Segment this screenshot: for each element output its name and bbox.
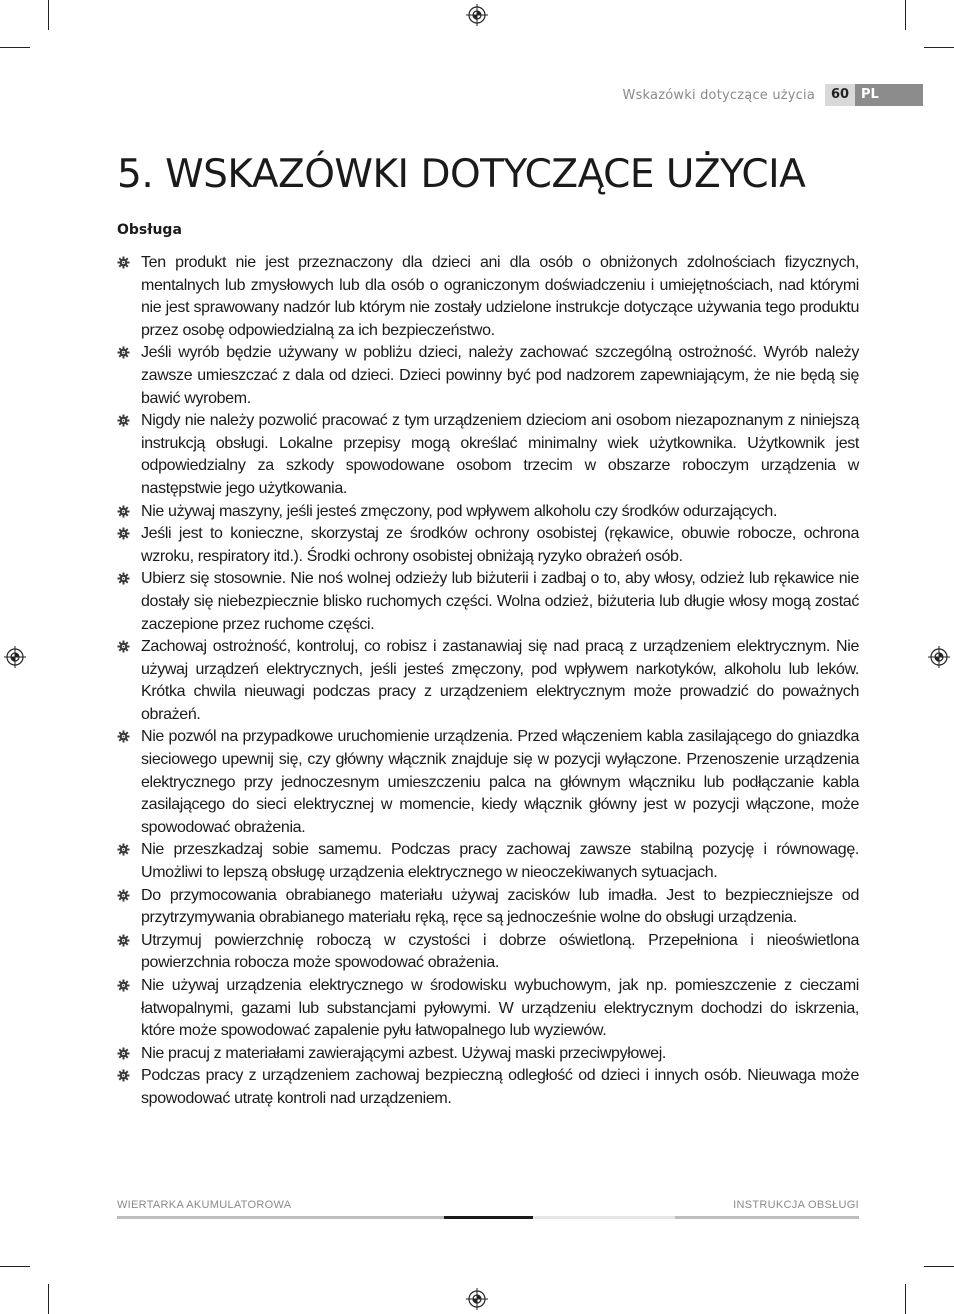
footer-rule (444, 1216, 533, 1219)
list-item-text: Nie używaj urządzenia elektrycznego w środowisku wybuchowym, jak np. pomieszczenie z cieczami łatwopalnymi, gazami lub substancjami pyłowymi. W urządzeniu elektrycznym dochodzi do iskrzenia, które może spowodować zapalenie pyłu łatwopalnego lub wyziewów. (141, 977, 859, 1040)
registration-mark-icon (4, 646, 26, 668)
list-item-text: Ubierz się stosownie. Nie noś wolnej odzieży lub biżuterii i zadbaj o to, aby włosy, odzież lub rękawice nie dostały się niebezpiecznie blisko ruchomych części. Wolna odzież, biżuteria lub długie włosy mogą zostać zaczepione przez ruchome części. (141, 570, 859, 633)
list-item-text: Nie przeszkadzaj sobie samemu. Podczas pracy zachowaj zawsze stabilną pozycję i równowagę. Umożliwi to lepszą obsługę urządzenia elektrycznego w nieoczekiwanych sytuacjach. (141, 841, 859, 882)
list-item (117, 568, 859, 636)
list-item-text: Zachowaj ostrożność, kontroluj, co robisz i zastanawiaj się nad pracą z urządzeniem elektrycznym. Nie używaj urządzeń elektrycznych, jeśli jesteś zmęczony, pod wpływem narkotyków, alkoholu lub leków. Krótka chwila nieuwagi podczas pracy z urządzeniem elektrycznym może prowadzić do poważnych obrażeń. (141, 638, 859, 723)
list-item (117, 252, 859, 342)
page-title: 5. WSKAZÓWKI DOTYCZĄCE UŻYCIA (117, 152, 806, 197)
gear-bullet-icon (117, 934, 130, 947)
list-item (117, 885, 859, 930)
list-item (117, 930, 859, 975)
gear-bullet-icon (117, 1047, 130, 1060)
section-heading: Obsługa (117, 222, 182, 238)
list-item (117, 1043, 859, 1066)
gear-bullet-icon (117, 346, 130, 359)
list-item (117, 1065, 859, 1110)
list-item-text: Nie pozwól na przypadkowe uruchomienie urządzenia. Przed włączeniem kabla zasilającego do gniazdka sieciowego upewnij się, czy główny włącznik znajduje się w pozycji wyłączone. Przenoszenie urządzenia elektrycznego przy jednoczesnym umieszczeniu palca na głównym włączniku lub podłączanie kabla zasilającego do sieci elektrycznej w momencie, kiedy włącznik główny jest w pozycji włączone, może spowodować obrażenia. (141, 728, 859, 836)
list-item-text: Nie używaj maszyny, jeśli jesteś zmęczony, pod wpływem alkoholu czy środków odurzających. (141, 502, 778, 520)
list-item (117, 636, 859, 726)
list-item-text: Do przymocowania obrabianego materiału używaj zacisków lub imadła. Jest to bezpieczniejsze od przytrzymywania obrabianego materiału ręką, ręce są jednocześnie wolne do obsługi urządzenia. (141, 886, 859, 927)
gear-bullet-icon (117, 527, 130, 540)
footer-product-name: WIERTARKA AKUMULATOROWA (117, 1199, 292, 1211)
page-number: 60 (825, 84, 855, 106)
footer-document-type: INSTRUKCJA OBSŁUGI (733, 1199, 859, 1211)
list-item (117, 523, 859, 568)
gear-bullet-icon (117, 572, 130, 585)
list-item-text: Ten produkt nie jest przeznaczony dla dzieci ani dla osób o obniżonych zdolnościach fizycznych, mentalnych lub zmysłowych lub dla osób o ograniczonym doświadczeniu i umiejętnościach, nad którymi nie jest sprawowany nadzór lub którym nie zostały udzielone instrukcje dotyczące używania tego produktu przez osobę odpowiedzialną za ich bezpieczeństwo. (141, 254, 859, 339)
list-item (117, 975, 859, 1043)
gear-bullet-icon (117, 1069, 130, 1082)
gear-bullet-icon (117, 414, 130, 427)
crop-mark (905, 1284, 906, 1314)
list-item (117, 501, 859, 524)
list-item-text: Nie pracuj z materiałami zawierającymi azbest. Używaj maski przeciwpyłowej. (141, 1044, 667, 1062)
running-title: Wskazówki dotyczące użycia (622, 87, 815, 103)
crop-mark (905, 0, 906, 30)
list-item (117, 839, 859, 884)
crop-mark (0, 47, 30, 48)
footer-rule (533, 1216, 675, 1219)
footer-rule (675, 1216, 859, 1219)
list-item (117, 726, 859, 839)
registration-mark-icon (466, 4, 488, 26)
instruction-list (117, 252, 859, 1111)
footer-rule (117, 1216, 444, 1219)
language-tab: PL (855, 84, 923, 106)
gear-bullet-icon (117, 640, 130, 653)
gear-bullet-icon (117, 730, 130, 743)
gear-bullet-icon (117, 256, 130, 269)
list-item (117, 342, 859, 410)
list-item-text: Jeśli wyrób będzie używany w pobliżu dzieci, należy zachować szczególną ostrożność. Wyrób należy zawsze umieszczać z dala od dzieci. Dzieci powinny być pod nadzorem zapewniającym, że nie będą się bawić wyrobem. (141, 344, 859, 407)
gear-bullet-icon (117, 505, 130, 518)
running-header (600, 84, 923, 106)
list-item-text: Nigdy nie należy pozwolić pracować z tym urządzeniem dzieciom ani osobom niezapoznanym z niniejszą instrukcją obsługi. Lokalne przepisy mogą określać minimalny wiek użytkownika. Użytkownik jest odpowiedzialny za szkody spowodowane osobom trzecim w obszarze roboczym urządzenia w następstwie jego użytkowania. (141, 412, 859, 497)
list-item (117, 410, 859, 500)
list-item-text: Jeśli jest to konieczne, skorzystaj ze środków ochrony osobistej (rękawice, obuwie robocze, ochrona wzroku, respiratory itd.). Środki ochrony osobistej obniżają ryzyko obrażeń osób. (141, 525, 859, 565)
list-item-text: Utrzymuj powierzchnię roboczą w czystości i dobrze oświetloną. Przepełniona i nieoświetlona powierzchnia robocza może spowodować obrażenia. (141, 931, 859, 972)
crop-mark (48, 0, 49, 30)
crop-mark (0, 1266, 30, 1267)
crop-mark (924, 47, 954, 48)
registration-mark-icon (928, 646, 950, 668)
registration-mark-icon (466, 1288, 488, 1310)
gear-bullet-icon (117, 889, 130, 902)
crop-mark (924, 1266, 954, 1267)
list-item-text: Podczas pracy z urządzeniem zachowaj bezpieczną odległość od dzieci i innych osób. Nieuwaga może spowodować utratę kontroli nad urządzeniem. (141, 1067, 859, 1107)
gear-bullet-icon (117, 979, 130, 992)
crop-mark (48, 1284, 49, 1314)
gear-bullet-icon (117, 843, 130, 856)
